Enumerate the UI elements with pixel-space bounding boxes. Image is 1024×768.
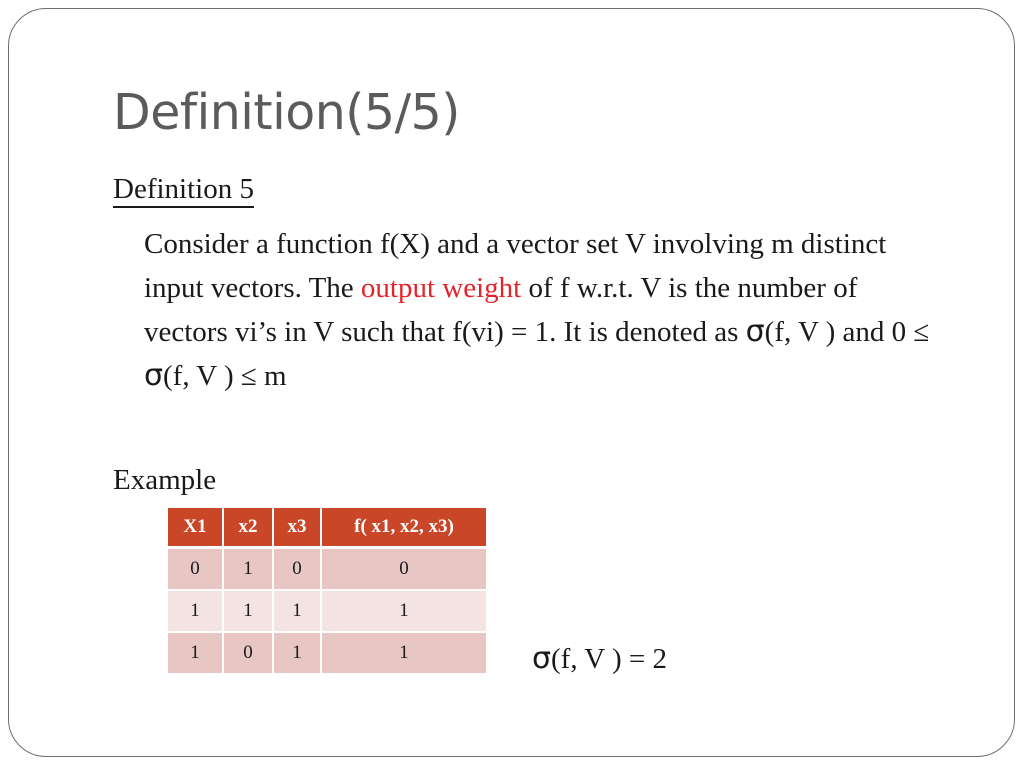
table-cell: 0 xyxy=(168,549,224,591)
definition-text-part-2: of f w.r.t. V is the number of vectors vi’s in V such that f(vi) = 1. It is denoted as xyxy=(144,272,858,348)
sigma-symbol: σ xyxy=(745,314,765,349)
table-row xyxy=(168,549,486,591)
table-cell: 1 xyxy=(168,591,224,633)
table-cell: 1 xyxy=(224,591,274,633)
slide-title: Definition(5/5) xyxy=(113,84,460,141)
definition-body xyxy=(144,222,944,398)
table-cell: 1 xyxy=(168,633,224,675)
output-weight-highlight: output weight xyxy=(360,272,522,304)
definition-text-part-1: Consider a function f(X) and a vector set V involving m distinct input vectors. The xyxy=(144,228,887,304)
result-text: (f, V ) = 2 xyxy=(551,643,667,675)
example-label: Example xyxy=(113,464,217,496)
table-header-cell: x3 xyxy=(274,508,322,549)
table-cell: 1 xyxy=(224,549,274,591)
truth-table xyxy=(168,508,486,675)
table-cell: 1 xyxy=(274,633,322,675)
sigma-symbol: σ xyxy=(144,358,164,393)
table-cell: 1 xyxy=(322,633,486,675)
example-result xyxy=(532,642,667,676)
definition-text-part-4: (f, V ) ≤ m xyxy=(163,360,287,392)
table-header-cell: x2 xyxy=(224,508,274,549)
table-cell: 0 xyxy=(322,549,486,591)
table-row xyxy=(168,591,486,633)
table-cell: 1 xyxy=(274,591,322,633)
sigma-symbol: σ xyxy=(532,641,552,676)
table-cell: 0 xyxy=(274,549,322,591)
table-header-cell: f( x1, x2, x3) xyxy=(322,508,486,549)
table-header-cell: X1 xyxy=(168,508,224,549)
table-cell: 1 xyxy=(322,591,486,633)
table-cell: 0 xyxy=(224,633,274,675)
table-header-row xyxy=(168,508,486,549)
table-row xyxy=(168,633,486,675)
definition-text-part-3: (f, V ) and 0 ≤ xyxy=(764,316,930,348)
definition-heading: Definition 5 xyxy=(113,173,254,205)
